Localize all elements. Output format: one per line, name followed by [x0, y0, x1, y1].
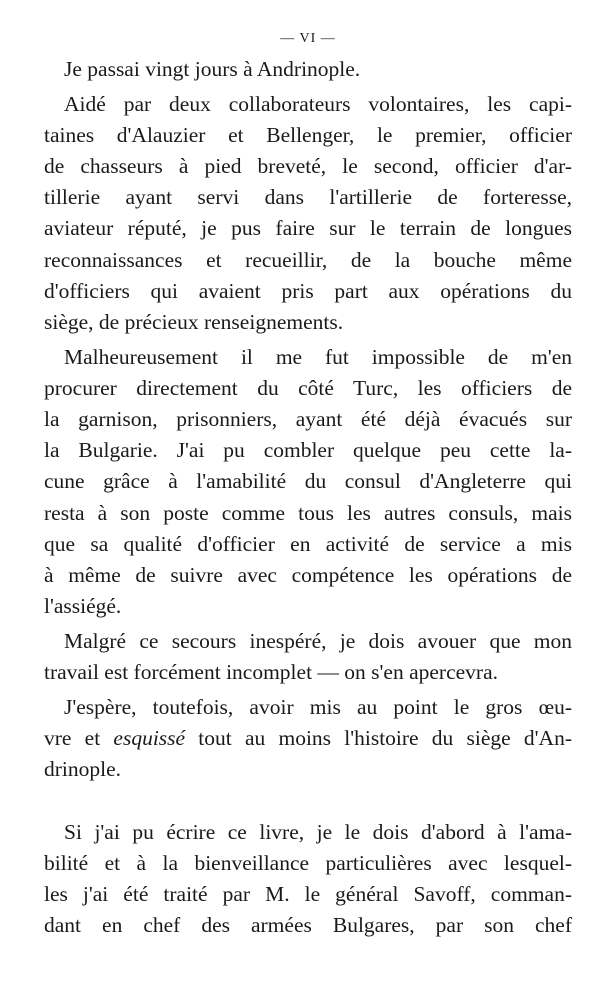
paragraph-6	[44, 817, 572, 942]
text-line: aviateur réputé, je pus faire sur le terrain de longues	[44, 216, 572, 241]
text-line: J'espère, toutefois, avoir mis au point le gros œu-	[64, 694, 572, 719]
paragraph-4	[44, 626, 572, 688]
text-line: d'officiers qui avaient pris part aux opérations du	[44, 278, 572, 303]
text-line: les j'ai été traité par M. le général Savoff, comman-	[44, 882, 572, 907]
book-page	[44, 0, 572, 945]
text-line: procurer directement du côté Turc, les officiers de	[44, 375, 572, 400]
text-line: que sa qualité d'officier en activité de service a mis	[44, 531, 572, 556]
text-line: Malgré ce secours inespéré, je dois avouer que mon	[64, 628, 572, 653]
text-line: la garnison, prisonniers, ayant été déjà évacués sur	[44, 407, 572, 432]
text-line: resta à son poste comme tous les autres consuls, mais	[44, 500, 572, 525]
text-line: à même de suivre avec compétence les opérations de	[44, 563, 572, 587]
text-fragment: tout au moins l'histoire du siège d'An-	[185, 725, 572, 750]
text-line: dant en chef des armées Bulgares, par son chef	[44, 913, 572, 938]
text-line: taines d'Alauzier et Bellenger, le premier, officier	[44, 122, 572, 147]
text-line-with-emphasis	[44, 723, 572, 754]
page-number-header: — VI —	[280, 31, 336, 46]
body-text	[44, 54, 572, 942]
text-line: de chasseurs à pied breveté, le second, officier d'ar-	[44, 154, 572, 179]
text-line: travail est forcément incomplet — on s'en apercevra.	[44, 660, 498, 685]
emphasized-word: esquissé	[113, 725, 186, 750]
text-line: drinople.	[44, 757, 122, 782]
paragraph-2	[44, 89, 572, 339]
paragraph-1	[44, 54, 572, 85]
text-line: bilité et à la bienveillance particulières avec lesquel-	[44, 851, 572, 875]
text-line: reconnaissances et recueillir, de la bouche même	[44, 247, 572, 272]
text-fragment: vre et	[44, 725, 114, 750]
paragraph-gap	[44, 789, 572, 817]
paragraph-5	[44, 692, 572, 786]
text-line: tillerie ayant servi dans l'artillerie de forteresse,	[44, 185, 572, 210]
text-line: la Bulgarie. J'ai pu combler quelque peu cette la-	[44, 438, 572, 463]
paragraph-3	[44, 342, 572, 623]
text-line: Aidé par deux collaborateurs volontaires, les capi-	[64, 91, 572, 116]
text-line: cune grâce à l'amabilité du consul d'Angleterre qui	[44, 469, 572, 494]
text-line: Malheureusement il me fut impossible de m'en	[64, 344, 572, 369]
text-line: Si j'ai pu écrire ce livre, je le dois d'abord à l'ama-	[64, 819, 572, 844]
text-line: l'assiégé.	[44, 594, 122, 619]
text-line: siège, de précieux renseignements.	[44, 310, 344, 334]
text-line: Je passai vingt jours à Andrinople.	[64, 57, 361, 81]
